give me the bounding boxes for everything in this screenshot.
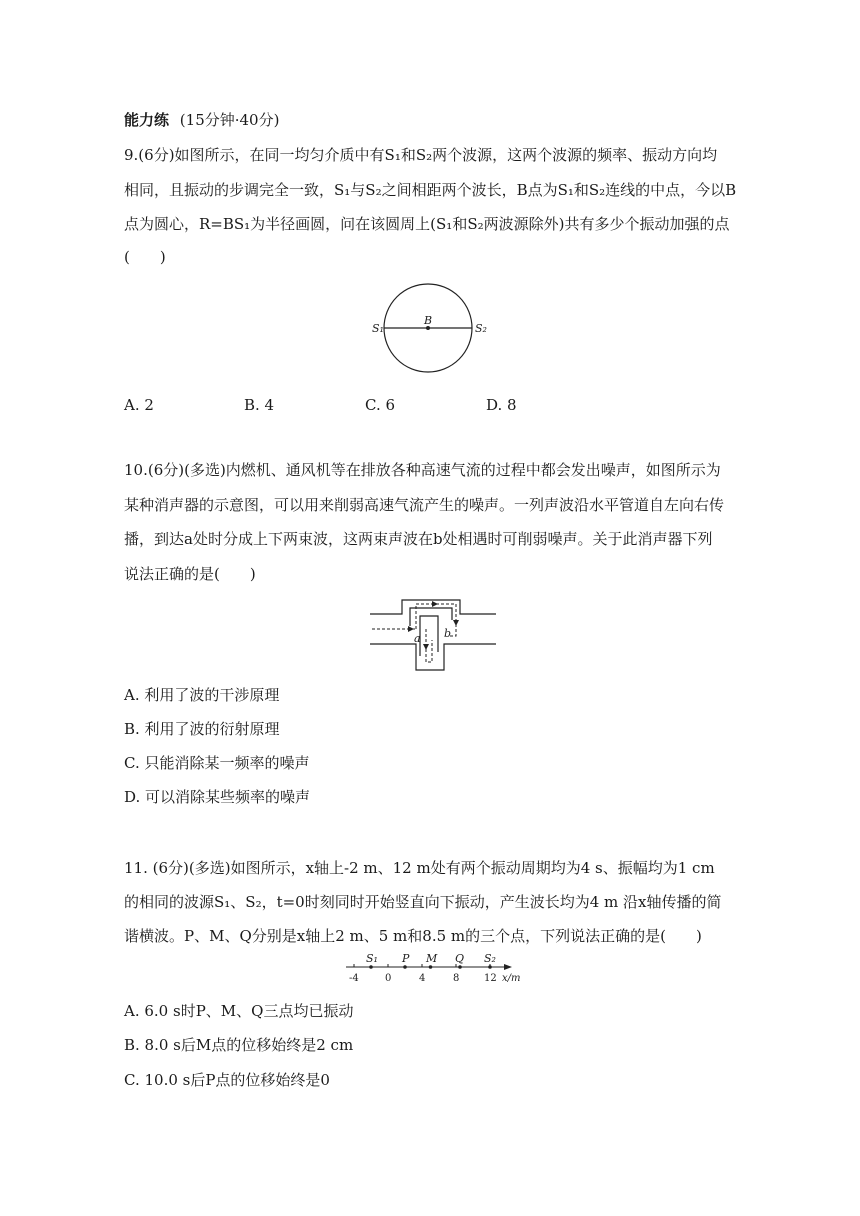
question-text-line: 10.(6分)(多选)内燃机、通风机等在排放各种高速气流的过程中都会发出噪声，如图所示为 (124, 461, 721, 479)
axis-label: x/m (502, 973, 521, 984)
section-header (124, 110, 279, 130)
label-s1: S₁ (366, 952, 378, 965)
arrow-icon (432, 601, 438, 607)
option-a: A. 6.0 s时P、M、Q三点均已振动 (124, 1002, 354, 1020)
section-title: 能力练 (124, 111, 170, 129)
label-m: M (426, 952, 438, 965)
circle-figure (360, 280, 500, 376)
option-d: D. 可以消除某些频率的噪声 (124, 788, 311, 806)
tick-label: 8 (453, 973, 460, 984)
label-s2: S₂ (484, 952, 496, 965)
label-a: a (414, 632, 421, 645)
option-b: B. 8.0 s后M点的位移始终是2 cm (124, 1036, 354, 1054)
question-text-line: 相同，且振动的步调完全一致，S₁与S₂之间相距两个波长，B点为S₁和S₂连线的中点，今以B (124, 181, 737, 199)
tick-label: 0 (385, 973, 392, 984)
option-b: B. 4 (244, 396, 275, 414)
option-a: A. 利用了波的干涉原理 (124, 686, 280, 704)
muffler-figure (368, 596, 498, 676)
question-text-line: 播，到达a处时分成上下两束波，这两束声波在b处相遇时可削弱噪声。关于此消声器下列 (124, 530, 713, 548)
label-s2: S₂ (475, 322, 487, 335)
label-b: B (424, 314, 433, 327)
question-text-line: 11. (6分)(多选)如图所示，x轴上-2 m、12 m处有两个振动周期均为4 s、振幅均为1 cm (124, 859, 715, 877)
option-c: C. 只能消除某一频率的噪声 (124, 754, 310, 772)
tick-label: 12 (484, 973, 497, 984)
tick-label: 4 (419, 973, 426, 984)
question-text-line: ( ) (124, 248, 166, 266)
axis-arrow-icon (504, 964, 512, 970)
arrow-icon (423, 644, 429, 650)
label-p: P (402, 952, 410, 965)
question-text-line: 说法正确的是( ) (124, 565, 256, 583)
tick-label: -4 (349, 973, 359, 984)
label-b: b (444, 627, 452, 640)
question-text-line: 谐横波。P、M、Q分别是x轴上2 m、5 m和8.5 m的三个点，下列说法正确的是( ) (124, 927, 702, 945)
option-b: B. 利用了波的衍射原理 (124, 720, 280, 738)
section-subtitle: (15分钟·40分) (179, 111, 280, 129)
option-c: C. 6 (365, 396, 396, 414)
question-text-line: 点为圆心，R=BS₁为半径画圆，问在该圆周上(S₁和S₂两波源除外)共有多少个振动加强的点 (124, 215, 730, 233)
point-q-dot (458, 965, 462, 969)
question-text-line: 的相同的波源S₁、S₂，t=0时刻同时开始竖直向下振动，产生波长均为4 m 沿x轴传播的简 (124, 893, 722, 911)
option-d: D. 8 (486, 396, 517, 414)
label-s1: S₁ (372, 322, 384, 335)
point-s2-dot (488, 965, 492, 969)
arrow-icon (453, 620, 459, 626)
x-axis-figure (340, 950, 530, 986)
question-text-line: 某种消声器的示意图，可以用来削弱高速气流产生的噪声。一列声波沿水平管道自左向右传 (124, 496, 725, 514)
point-m-dot (429, 965, 433, 969)
point-s1-dot (369, 965, 373, 969)
option-c: C. 10.0 s后P点的位移始终是0 (124, 1071, 330, 1089)
question-text-line: 9.(6分)如图所示，在同一均匀介质中有S₁和S₂两个波源，这两个波源的频率、振动方向均 (124, 146, 718, 164)
label-q: Q (455, 952, 465, 965)
option-a: A. 2 (124, 396, 154, 414)
point-p-dot (403, 965, 407, 969)
